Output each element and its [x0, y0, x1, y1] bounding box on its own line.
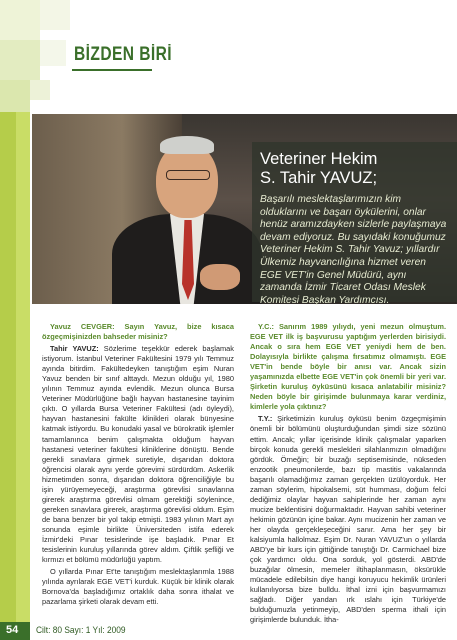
right-column	[250, 322, 446, 627]
decorative-squares-pattern	[0, 0, 457, 112]
question-paragraph: Y.C.: Sanırım 1989 yılıydı, yeni mezun olmuştum. EGE VET ilk iş başvurusu yaptığım yerlerden birisiydi. Ancak o sıra hem EGE VET yeniydi hem de ben. Dolayısıyla birlikte çalışma fırsatımız olmamıştı. EGE VET'in bende böyle bir anısı var. Ancak sizin yaşamınızda elbette EGE VET'in çok önemli bir yeri var. Şirketin kuruluş öyküsünü kısaca anlatabilir misiniz? Neden böyle bir girişimde bulunmaya karar verdiniz, kimlerle yola çıktınız?	[250, 322, 446, 412]
answer-text: Şirketimizin kuruluş öyküsü benim özgeçmişimin önemli bir bölümünü oluşturduğundan şimdi size sözünü ettim. Ancak; yıllar içerisinde klinik çalışmalar yaparken birçok konuda gerekli meslekleri silahlanmızın olmadığını gördük. Örneğin; bir buzağı septisemisinde, nükseden enzootik pneumonilerde, bazı tip mastitis vakalarında başarılı olamadığımız zaman gerçekten üzülüyorduk. Her zaman söylerim, hipokalsemi, süt humması, doğum felci dediğimiz olaylar hayvan sahiplerinde her zaman aynı mucize beklentisini doğurmaktadır. Hayvan sahibi veteriner hekimin gözünün içine bakar. Aynı mucizenin her zaman ve her olayda gerçekleşeceğini sanır. Ama her şey bir kalsiyumla hallolmaz. Eşim Dr. Nuran YAVUZ'un o yıllarda ABD'ye bir kurs için gittiğinde tanıştığı Dr. Carmichael bize çok yardımcı oldu. Ona sorduk, yol gösterdi. ABD'de buzağılar ölmesin, memeler iltihaplanmasın, öksürükle mücadele edilebilsin diye hangi koruyucu hekimlik ürünleri kullanılıyorsa bize bulldu. İthal izni için başvurmamızı sağladı. Diğer yandan ırk ıslahı için Türkiye'de bulduğumuzla yetinmeyip, ABD'den sperma ithali için girişimlerde bulunduk. İtha-	[250, 414, 446, 625]
question-paragraph: Yavuz CEVGER: Sayın Yavuz, bize kısaca özgeçmişinizden bahseder misiniz?	[42, 322, 234, 342]
answer-text: Sözlerime teşekkür ederek başlamak istiyorum. İstanbul Veteriner Fakültesini 1979 yılı Temmuz ayında bitirdim. Fakültedeyken tanıştığım eşim Nuran Yavuz benden bir sınıf alttaydı. Mezun olduğu yıl, 1980 yılının Temmuz ayında evlendik. Mezun olunca Bursa Veteriner Müdürlüğüne bağlı hayvan hastanesine tayinim çıktı. O yıllarda Bursa Veteriner Fakültesi (adı öyleydi), hayvan hastanesini fakülte klinikleri olarak bünyesine katmak istiyordu. Bu konudaki yasal ve bürokratik işlemler tamamlanınca benim çalışmakta olduğum hayvan hastanesi veteriner fakültesi kliniklerine dönüştü. Bende gerekli sınavlara girmek suretiyle, dışarıdan doktora öğrencisi olarak aynı yerde görevimi sürdürdüm. Askerlik hizmetimden sonra, dışarıdan doktora öğrenciliğiyle bu işin yürüyemeyeceği, araştırma görevlisi sınavlarına girerek araştırma görevlisi olmam gerektiği söylenince, gereken sınavlara girerek, araştırma görevlisi oldum. Eşim de bana benzer bir yol takip etmişti. 1983 yılının Mart ayı sonunda eşimle birlikte Üniversiteden istifa ederek İzmir'deki Pınar tesislerinde işe başladık. Pınar Et tesislerinin kuruluş yıllarında görev aldım. Çiftlik şefliği ve kırmızı et bölümü müdürlüğü yaptım.	[42, 344, 234, 565]
page-number: 54	[6, 624, 19, 636]
body-paragraph: O yıllarda Pınar Et'te tanıştığım meslektaşlarımla 1988 yılında ayrılarak EGE VET'i kurduk. Küçük bir klinik olarak Bornova'da başladığımız ortaklık daha sonra ithalat ve pazarlama şirketi olarak devam etti.	[42, 567, 234, 607]
intro-panel	[252, 142, 457, 306]
interviewee-name	[260, 150, 449, 188]
name-line-1: Veteriner Hekim	[260, 150, 378, 168]
photo-hand	[200, 264, 240, 290]
intro-text: Başarılı meslektaşlarımızın kim olduklarını ve başarı öykülerini, onlar henüz aramızdayken sizlerle paylaşmaya devam ediyoruz. Bu sayıdaki konuğumuz Veteriner Hekim S. Tahir Yavuz; yıllardır Ülkemiz hayvancılığına hizmet veren EGE VET'in Genel Müdürü, aynı zamanda İzmir Ticaret Odası Meslek Komitesi Başkan Yardımcısı.	[260, 194, 447, 306]
section-title: BİZDEN BİRİ	[74, 44, 172, 65]
name-line-2: S. Tahir YAVUZ;	[260, 169, 378, 187]
decorative-header-band	[0, 0, 457, 112]
answer-paragraph	[42, 344, 234, 565]
side-accent-bar	[0, 112, 30, 640]
left-column	[42, 322, 234, 609]
title-underline	[72, 69, 152, 71]
answer-paragraph	[250, 414, 446, 625]
issue-info: Cilt: 80 Sayı: 1 Yıl: 2009	[36, 625, 126, 636]
photo-glasses	[166, 170, 210, 180]
page-footer	[0, 622, 457, 640]
photo-hair	[160, 136, 214, 154]
answer-speaker: Tahir YAVUZ:	[50, 344, 99, 354]
answer-speaker: T.Y.:	[258, 414, 273, 424]
side-accent-bar-inner	[0, 112, 19, 640]
